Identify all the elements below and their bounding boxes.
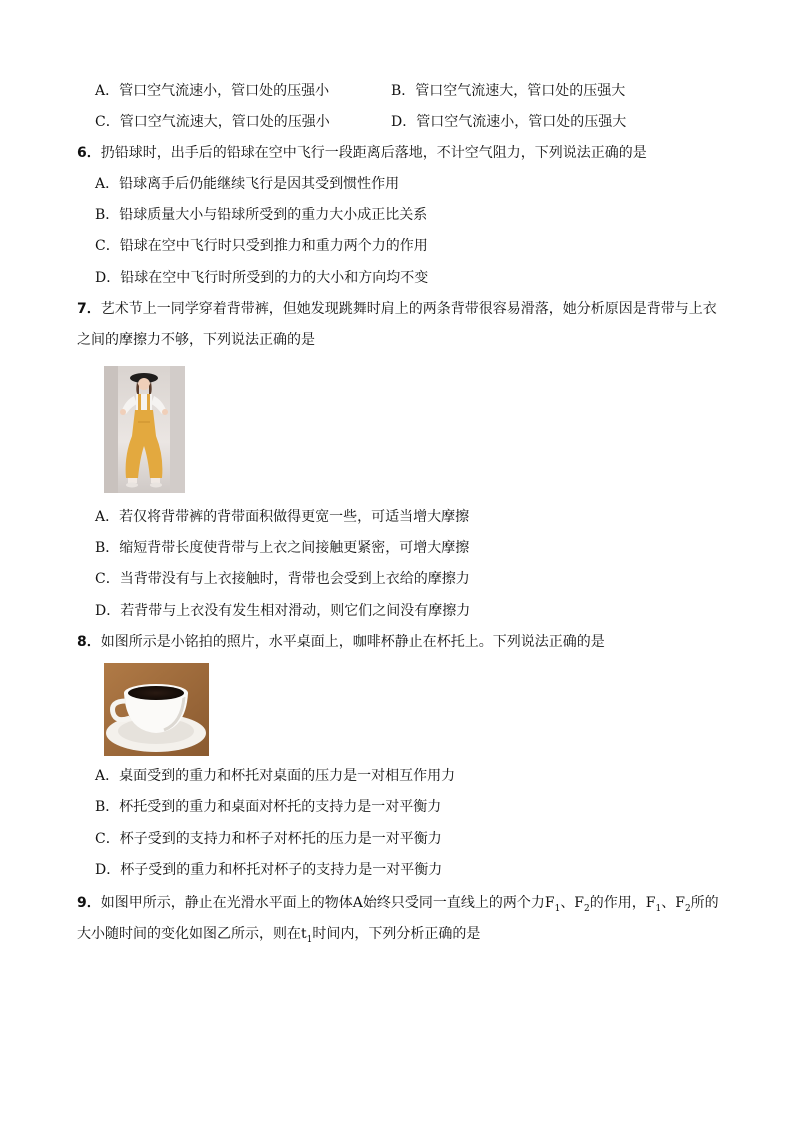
q5-option-c: C．管口空气流速大，管口处的压强小 xyxy=(95,114,330,130)
overalls-girl-illustration xyxy=(104,366,185,493)
q9-sub-2: 2 xyxy=(584,903,590,914)
q9-line2-b: 时间内，下列分析正确的是 xyxy=(312,926,481,942)
q6-option-d: D．铅球在空中飞行时所受到的力的大小和方向均不变 xyxy=(95,270,429,286)
q8-option-c: C．杯子受到的支持力和杯子对杯托的压力是一对平衡力 xyxy=(95,831,442,847)
coffee-cup-illustration xyxy=(104,663,209,756)
q9-line2-a: 大小随时间的变化如图乙所示，则在t xyxy=(77,926,307,942)
q9-number: 9． xyxy=(77,895,101,911)
q9-stem-line2 xyxy=(77,924,480,944)
q9-sub-4: 2 xyxy=(684,903,691,914)
q9-line2-sub: 1 xyxy=(306,934,313,945)
q6-stem-text: 扔铅球时，出手后的铅球在空中飞行一段距离后落地，不计空气阻力，下列说法正确的是 xyxy=(100,145,647,161)
q5-option-d: D．管口空气流速小，管口处的压强大 xyxy=(391,114,627,130)
q7-option-a: A．若仅将背带裤的背带面积做得更宽一些，可适当增大摩擦 xyxy=(95,509,470,525)
q5-option-a: A．管口空气流速小，管口处的压强小 xyxy=(95,83,330,99)
coffee-cup-photo xyxy=(104,663,209,756)
q8-stem xyxy=(77,632,605,652)
q9-stem-line1 xyxy=(77,893,719,913)
q8-option-d: D．杯子受到的重力和杯托对杯子的支持力是一对平衡力 xyxy=(95,862,443,878)
q9-sub-1: 1 xyxy=(554,903,561,914)
q6-stem xyxy=(77,143,647,163)
q7-option-b: B．缩短背带长度使背带与上衣之间接触更紧密，可增大摩擦 xyxy=(95,540,470,556)
q9-sep: 、F xyxy=(560,895,585,911)
q8-number: 8． xyxy=(77,634,101,650)
q6-number: 6． xyxy=(77,145,101,161)
q8-stem-text: 如图所示是小铭拍的照片，水平桌面上，咖啡杯静止在杯托上。下列说法正确的是 xyxy=(100,634,605,650)
q7-stem-line2: 之间的摩擦力不够，下列说法正确的是 xyxy=(77,332,315,348)
q6-option-b: B．铅球质量大小与铅球所受到的重力大小成正比关系 xyxy=(95,207,428,223)
q9-stem-c: 所的 xyxy=(690,895,719,911)
overalls-girl-photo xyxy=(104,366,185,493)
q7-option-c: C．当背带没有与上衣接触时，背带也会受到上衣给的摩擦力 xyxy=(95,571,470,587)
q7-stem-line1 xyxy=(77,299,717,319)
q7-option-d: D．若背带与上衣没有发生相对滑动，则它们之间没有摩擦力 xyxy=(95,603,471,619)
q8-option-b: B．杯托受到的重力和桌面对杯托的支持力是一对平衡力 xyxy=(95,799,442,815)
q9-sep-2: 、F xyxy=(661,895,685,911)
q5-option-b: B．管口空气流速大，管口处的压强大 xyxy=(391,83,626,99)
q9-sub-3: 1 xyxy=(655,903,662,914)
q7-stem-text-1: 艺术节上一同学穿着背带裤，但她发现跳舞时肩上的两条背带很容易滑落，她分析原因是背带与上衣 xyxy=(100,301,717,317)
q6-option-c: C．铅球在空中飞行时只受到推力和重力两个力的作用 xyxy=(95,238,428,254)
q9-stem-b: 的作用，F xyxy=(589,895,656,911)
q9-stem-a: 如图甲所示，静止在光滑水平面上的物体A始终只受同一直线上的两个力F xyxy=(100,895,555,911)
q6-option-a: A．铅球离手后仍能继续飞行是因其受到惯性作用 xyxy=(95,176,400,192)
q7-number: 7． xyxy=(77,301,101,317)
q8-option-a: A．桌面受到的重力和杯托对桌面的压力是一对相互作用力 xyxy=(95,768,456,784)
